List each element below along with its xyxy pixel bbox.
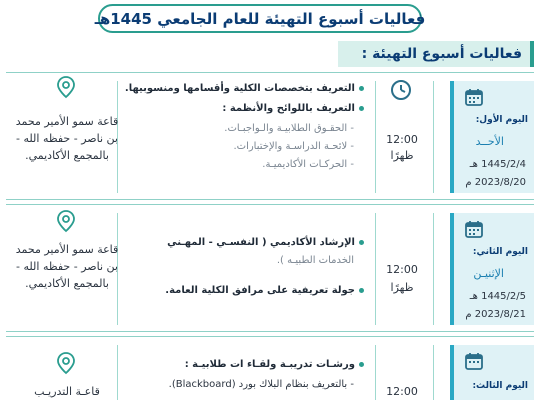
day-name: الأحــد	[475, 135, 504, 148]
event-subtext: - لائحـة الدراسـة والإختبارات.	[233, 141, 354, 152]
hijri-date: 1445/2/5 هـ	[469, 291, 526, 302]
section-heading-text: فعاليات أسبوع التهيئة :	[361, 46, 522, 62]
event-subitem	[262, 159, 354, 170]
divider	[433, 213, 434, 325]
location-pin-icon	[56, 351, 76, 375]
calendar-icon	[464, 87, 484, 107]
event-text: ورشـات تدريبـة ولقـاء ات طلابيـة :	[184, 359, 355, 370]
day-title: اليوم الثاني:	[472, 247, 528, 257]
event-subtext: - الحقـوق الطلابيـة والـواجبـات.	[224, 123, 354, 134]
gregorian-date: 2023/8/21 م	[465, 309, 526, 320]
divider	[375, 213, 376, 325]
event-subtext: - بالتعريف بنظام البلاك بورد (Blackboard).	[168, 379, 354, 390]
bullet-dot	[359, 240, 364, 245]
event-time: 12:00	[386, 263, 418, 276]
bullet-dot	[359, 106, 364, 111]
day-card-1	[6, 72, 534, 200]
bullet-dot	[359, 362, 364, 367]
day-box	[450, 81, 534, 193]
event-text: الإرشاد الأكاديمي ( النفسـي - المهـني	[167, 237, 355, 248]
day-title: اليوم الأول:	[475, 115, 528, 125]
title-banner	[94, 4, 426, 33]
event-text: التعريف بتخصصات الكلية وأقسامها ومنسوبيها.	[124, 83, 355, 94]
venue	[12, 113, 122, 164]
day-box	[450, 213, 534, 325]
location-pin-icon	[56, 209, 76, 233]
event-text: التعريف باللوائح والأنظمة :	[222, 103, 355, 114]
venue-line: بن ناصر - حفظه الله -	[16, 260, 118, 273]
event-subitem	[233, 141, 354, 152]
clock-icon	[390, 79, 412, 101]
event-text: جولة تعريفية على مرافق الكلية العامة.	[165, 285, 355, 296]
banner-title: فعاليات أسبوع التهيئة للعام الجامعي 1445هـ	[94, 9, 426, 28]
divider	[375, 81, 376, 193]
event-subitem	[277, 255, 354, 266]
event-item	[222, 103, 364, 114]
calendar-icon	[464, 351, 484, 371]
day-card-3	[6, 336, 534, 400]
venue	[12, 241, 122, 292]
day-name: الإثنيـن	[473, 267, 504, 280]
divider	[433, 81, 434, 193]
divider	[433, 345, 434, 400]
venue	[12, 383, 122, 400]
event-time: 12:00	[386, 133, 418, 146]
event-subtext: - الحركـات الأكاديميـة.	[262, 159, 354, 170]
day-card-2	[6, 204, 534, 332]
event-list	[154, 337, 364, 397]
day-box	[450, 345, 534, 400]
venue-line: بن ناصر - حفظه الله -	[16, 132, 118, 145]
venue-line: بالمجمع الأكاديمي.	[25, 149, 109, 162]
event-period: ظهرًا	[390, 281, 414, 294]
event-list	[154, 205, 364, 325]
calendar-icon	[464, 219, 484, 239]
venue-line: بالمجمع الأكاديمي.	[25, 277, 109, 290]
event-item	[167, 237, 364, 248]
section-heading	[338, 41, 534, 67]
divider	[375, 345, 376, 400]
event-item	[165, 285, 364, 296]
event-list	[124, 73, 364, 193]
venue-line: قاعـة التدريـب	[34, 385, 100, 398]
event-period: ظهرًا	[390, 149, 414, 162]
event-item	[125, 83, 364, 94]
bullet-dot	[359, 86, 364, 91]
event-item	[185, 359, 364, 370]
location-pin-icon	[56, 75, 76, 99]
venue-line: قاعة سمو الأمير محمد	[15, 243, 119, 256]
hijri-date: 1445/2/4 هـ	[469, 159, 526, 170]
event-time: 12:00	[386, 385, 418, 398]
event-subitem	[224, 123, 354, 134]
bullet-dot	[359, 288, 364, 293]
venue-line: قاعة سمو الأمير محمد	[15, 115, 119, 128]
gregorian-date: 2023/8/20 م	[465, 177, 526, 188]
event-subtext: الخدمات الطبيـه ).	[276, 255, 354, 266]
day-title: اليوم الثالث:	[472, 381, 528, 391]
event-subitem	[169, 379, 354, 390]
